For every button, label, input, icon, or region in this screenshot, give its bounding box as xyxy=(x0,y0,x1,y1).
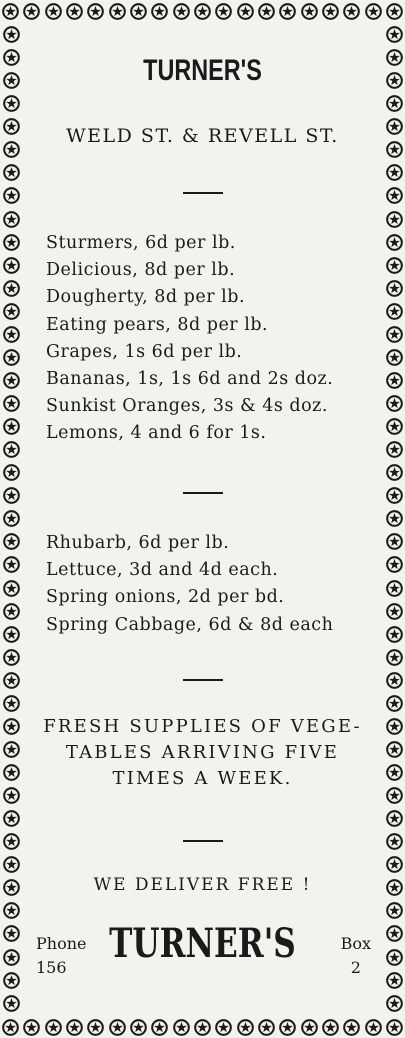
star-in-circle-icon xyxy=(3,164,20,181)
star-in-circle-icon xyxy=(386,1019,403,1036)
star-in-circle-icon xyxy=(386,441,403,458)
star-in-circle-icon xyxy=(386,395,403,412)
star-in-circle-icon xyxy=(386,603,403,620)
star-in-circle-icon xyxy=(3,672,20,689)
star-in-circle-icon xyxy=(386,487,403,504)
star-in-circle-icon xyxy=(301,1019,318,1036)
store-address: WELD ST. & REVELL ST. xyxy=(66,125,339,147)
star-in-circle-icon xyxy=(23,1019,40,1036)
star-in-circle-icon xyxy=(130,1019,147,1036)
divider-2 xyxy=(183,492,223,494)
star-in-circle-icon xyxy=(3,649,20,666)
star-in-circle-icon xyxy=(109,3,126,20)
vegetable-price-list xyxy=(46,530,381,639)
star-in-circle-icon xyxy=(386,118,403,135)
star-in-circle-icon xyxy=(3,280,20,297)
star-in-circle-icon xyxy=(386,187,403,204)
star-in-circle-icon xyxy=(237,3,254,20)
star-in-circle-icon xyxy=(45,1019,62,1036)
star-in-circle-icon xyxy=(3,949,20,966)
star-in-circle-icon xyxy=(3,626,20,643)
star-in-circle-icon xyxy=(66,3,83,20)
star-in-circle-icon xyxy=(386,326,403,343)
star-in-circle-icon xyxy=(3,257,20,274)
star-in-circle-icon xyxy=(386,764,403,781)
star-in-circle-icon xyxy=(386,787,403,804)
star-in-circle-icon xyxy=(3,533,20,550)
star-in-circle-icon xyxy=(386,902,403,919)
list-item: Eating pears, 8d per lb. xyxy=(46,314,269,335)
star-in-circle-icon xyxy=(258,3,275,20)
star-in-circle-icon xyxy=(386,49,403,66)
star-in-circle-icon xyxy=(194,1019,211,1036)
star-in-circle-icon xyxy=(386,257,403,274)
star-in-circle-icon xyxy=(3,72,20,89)
list-item: Delicious, 8d per lb. xyxy=(46,260,236,281)
star-in-circle-icon xyxy=(3,718,20,735)
notice-line: FRESH SUPPLIES OF VEGE- xyxy=(43,716,362,737)
star-in-circle-icon xyxy=(3,487,20,504)
advertisement xyxy=(22,22,383,1016)
star-in-circle-icon xyxy=(386,72,403,89)
star-in-circle-icon xyxy=(386,3,403,20)
star-in-circle-icon xyxy=(173,1019,190,1036)
divider-3 xyxy=(183,679,223,681)
list-item: Sunkist Oranges, 3s & 4s doz. xyxy=(46,396,328,417)
star-in-circle-icon xyxy=(386,533,403,550)
star-in-circle-icon xyxy=(386,856,403,873)
list-item: Lemons, 4 and 6 for 1s. xyxy=(46,423,267,444)
list-item: Rhubarb, 6d per lb. xyxy=(46,533,230,553)
star-in-circle-icon xyxy=(3,395,20,412)
star-in-circle-icon xyxy=(151,1019,168,1036)
star-in-circle-icon xyxy=(386,672,403,689)
star-in-circle-icon xyxy=(3,464,20,481)
notice-line: TABLES ARRIVING FIVE xyxy=(65,742,340,763)
star-in-circle-icon xyxy=(3,741,20,758)
star-in-circle-icon xyxy=(343,3,360,20)
box-number: 2 xyxy=(350,958,361,977)
star-in-circle-icon xyxy=(3,879,20,896)
star-in-circle-icon xyxy=(386,349,403,366)
star-in-circle-icon xyxy=(322,1019,339,1036)
star-in-circle-icon xyxy=(3,372,20,389)
star-in-circle-icon xyxy=(3,925,20,942)
star-in-circle-icon xyxy=(386,925,403,942)
star-in-circle-icon xyxy=(301,3,318,20)
star-in-circle-icon xyxy=(3,187,20,204)
fruit-price-list xyxy=(46,230,381,448)
list-item: Sturmers, 6d per lb. xyxy=(46,233,236,253)
list-item: Spring Cabbage, 6d & 8d each xyxy=(46,614,334,635)
star-in-circle-icon xyxy=(322,3,339,20)
star-in-circle-icon xyxy=(365,1019,382,1036)
star-in-circle-icon xyxy=(258,1019,275,1036)
star-in-circle-icon xyxy=(386,280,403,297)
star-in-circle-icon xyxy=(386,810,403,827)
star-in-circle-icon xyxy=(3,326,20,343)
star-in-circle-icon xyxy=(365,3,382,20)
star-in-circle-icon xyxy=(2,3,19,20)
supply-notice xyxy=(22,714,383,792)
star-in-circle-icon xyxy=(3,833,20,850)
star-in-circle-icon xyxy=(386,95,403,112)
star-in-circle-icon xyxy=(3,580,20,597)
star-in-circle-icon xyxy=(109,1019,126,1036)
star-in-circle-icon xyxy=(3,95,20,112)
list-item: Dougherty, 8d per lb. xyxy=(46,287,246,308)
star-in-circle-icon xyxy=(23,3,40,20)
star-in-circle-icon xyxy=(386,418,403,435)
star-in-circle-icon xyxy=(130,3,147,20)
star-in-circle-icon xyxy=(3,856,20,873)
star-in-circle-icon xyxy=(386,164,403,181)
phone-label: Phone xyxy=(36,934,87,953)
footer-store-name: TURNER'S xyxy=(109,920,296,967)
star-in-circle-icon xyxy=(3,902,20,919)
star-in-circle-icon xyxy=(66,1019,83,1036)
border-bottom xyxy=(0,1016,405,1038)
star-in-circle-icon xyxy=(3,995,20,1012)
star-in-circle-icon xyxy=(386,303,403,320)
star-in-circle-icon xyxy=(343,1019,360,1036)
star-in-circle-icon xyxy=(386,372,403,389)
delivery-notice: WE DELIVER FREE ! xyxy=(93,875,312,895)
star-in-circle-icon xyxy=(3,764,20,781)
border-top xyxy=(0,0,405,22)
star-in-circle-icon xyxy=(3,810,20,827)
star-in-circle-icon xyxy=(3,234,20,251)
star-in-circle-icon xyxy=(386,718,403,735)
list-item: Lettuce, 3d and 4d each. xyxy=(46,560,279,581)
star-in-circle-icon xyxy=(386,626,403,643)
list-item: Bananas, 1s, 1s 6d and 2s doz. xyxy=(46,369,334,390)
star-in-circle-icon xyxy=(2,1019,19,1036)
notice-line: TIMES A WEEK. xyxy=(112,768,293,789)
star-in-circle-icon xyxy=(386,972,403,989)
star-in-circle-icon xyxy=(386,556,403,573)
star-in-circle-icon xyxy=(386,211,403,228)
star-in-circle-icon xyxy=(215,3,232,20)
list-item: Spring onions, 2d per bd. xyxy=(46,587,285,608)
divider-4 xyxy=(183,840,223,842)
star-in-circle-icon xyxy=(3,603,20,620)
star-in-circle-icon xyxy=(3,26,20,43)
box-label: Box xyxy=(340,934,371,953)
star-in-circle-icon xyxy=(3,303,20,320)
star-in-circle-icon xyxy=(3,118,20,135)
star-in-circle-icon xyxy=(386,141,403,158)
star-in-circle-icon xyxy=(87,3,104,20)
star-in-circle-icon xyxy=(386,510,403,527)
store-title: TURNER'S xyxy=(143,54,262,87)
star-in-circle-icon xyxy=(386,464,403,481)
star-in-circle-icon xyxy=(3,141,20,158)
star-in-circle-icon xyxy=(151,3,168,20)
star-in-circle-icon xyxy=(3,349,20,366)
star-in-circle-icon xyxy=(173,3,190,20)
border-right xyxy=(383,22,405,1016)
star-in-circle-icon xyxy=(3,418,20,435)
star-in-circle-icon xyxy=(87,1019,104,1036)
star-in-circle-icon xyxy=(3,556,20,573)
star-in-circle-icon xyxy=(3,972,20,989)
star-in-circle-icon xyxy=(45,3,62,20)
star-in-circle-icon xyxy=(386,580,403,597)
star-in-circle-icon xyxy=(386,234,403,251)
star-in-circle-icon xyxy=(215,1019,232,1036)
star-in-circle-icon xyxy=(3,211,20,228)
divider-1 xyxy=(183,192,223,194)
phone-number: 156 xyxy=(36,958,67,977)
box-block xyxy=(341,932,371,980)
star-in-circle-icon xyxy=(386,833,403,850)
star-in-circle-icon xyxy=(386,649,403,666)
star-in-circle-icon xyxy=(279,3,296,20)
star-in-circle-icon xyxy=(386,26,403,43)
star-in-circle-icon xyxy=(386,949,403,966)
star-in-circle-icon xyxy=(279,1019,296,1036)
star-in-circle-icon xyxy=(3,695,20,712)
star-in-circle-icon xyxy=(386,995,403,1012)
star-in-circle-icon xyxy=(386,741,403,758)
star-in-circle-icon xyxy=(3,510,20,527)
star-in-circle-icon xyxy=(194,3,211,20)
star-in-circle-icon xyxy=(386,695,403,712)
list-item: Grapes, 1s 6d per lb. xyxy=(46,341,243,362)
star-in-circle-icon xyxy=(386,879,403,896)
star-in-circle-icon xyxy=(237,1019,254,1036)
star-in-circle-icon xyxy=(3,787,20,804)
star-in-circle-icon xyxy=(3,49,20,66)
border-left xyxy=(0,22,22,1016)
star-in-circle-icon xyxy=(3,441,20,458)
